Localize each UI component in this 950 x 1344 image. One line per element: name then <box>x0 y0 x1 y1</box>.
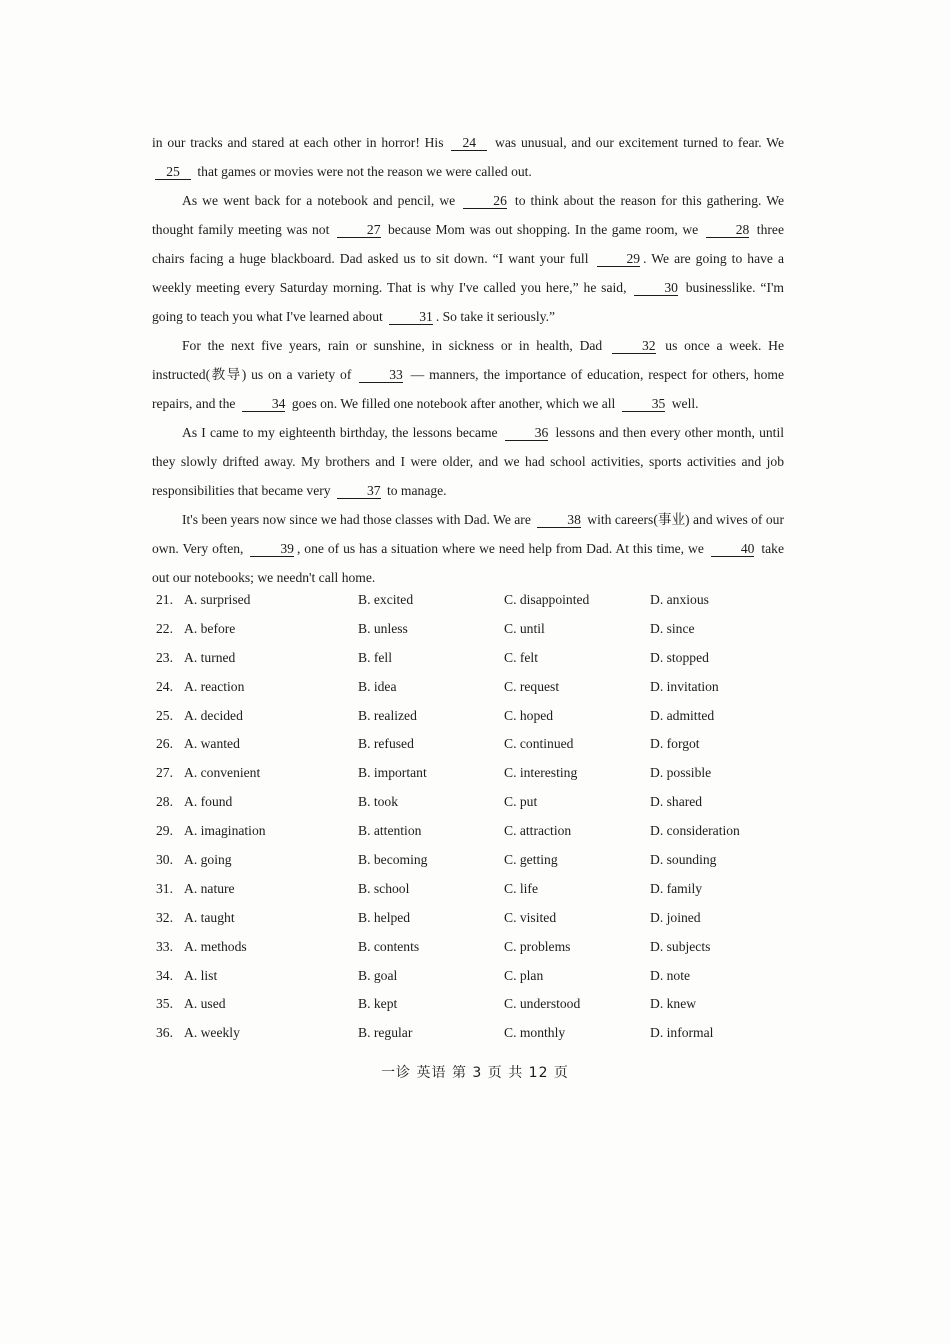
option-b: B. unless <box>358 620 408 636</box>
option-c: C. hoped <box>504 707 554 723</box>
question-number: 26. <box>156 736 173 752</box>
passage-paragraph-4 <box>152 418 784 505</box>
blank-36: 36 <box>505 425 549 441</box>
blank-26: 26 <box>463 193 507 209</box>
question-number: 29. <box>156 823 173 839</box>
passage-text: lessons and then every other month, until they slowly drifted away. My brothers and I were older, and we had school activities, sports activities and job responsibilities that became very <box>152 425 784 498</box>
passage-text: take out our notebooks; we needn't call home. <box>152 541 784 585</box>
blank-33: 33 <box>359 367 403 383</box>
answer-options-list <box>156 592 796 1054</box>
option-a: A. nature <box>184 880 235 896</box>
passage-text: . So take it seriously.” <box>435 309 556 324</box>
question-row <box>156 592 796 621</box>
question-number: 33. <box>156 938 173 954</box>
option-c: C. life <box>504 880 538 896</box>
blank-28: 28 <box>706 222 750 238</box>
passage-text: , one of us has a situation where we need help from Dad. At this time, we <box>296 541 708 556</box>
passage-text: — manners, the importance of education, respect for others, home repairs, and the <box>152 367 784 411</box>
option-d: D. knew <box>650 996 697 1012</box>
question-number: 28. <box>156 794 173 810</box>
option-b: B. contents <box>358 938 420 954</box>
question-number: 25. <box>156 707 173 723</box>
option-d: D. family <box>650 880 703 896</box>
option-a: A. taught <box>184 909 235 925</box>
blank-30: 30 <box>634 280 678 296</box>
option-c: C. until <box>504 620 545 636</box>
question-row <box>156 852 796 881</box>
question-number: 22. <box>156 620 173 636</box>
option-d: D. sounding <box>650 852 717 868</box>
option-b: B. helped <box>358 909 411 925</box>
question-row <box>156 1025 796 1054</box>
option-c: C. put <box>504 794 538 810</box>
cloze-passage <box>152 128 784 592</box>
option-a: A. convenient <box>184 765 261 781</box>
passage-text: to think about the reason for this gathering. We thought family meeting was not <box>152 193 784 237</box>
option-c: C. request <box>504 678 560 694</box>
option-c: C. getting <box>504 852 558 868</box>
option-b: B. realized <box>358 707 417 723</box>
option-c: C. problems <box>504 938 571 954</box>
option-b: B. kept <box>358 996 398 1012</box>
blank-27: 27 <box>337 222 381 238</box>
blank-40: 40 <box>711 541 755 557</box>
option-d: D. since <box>650 620 695 636</box>
question-row <box>156 910 796 939</box>
passage-text: with careers(事业) and wives of our own. Very often, <box>152 512 784 556</box>
passage-text: that games or movies were not the reason we were called out. <box>194 164 532 179</box>
question-row <box>156 939 796 968</box>
option-b: B. regular <box>358 1025 413 1041</box>
option-c: C. monthly <box>504 1025 566 1041</box>
passage-text: As we went back for a notebook and pencil, we <box>182 193 461 208</box>
option-a: A. going <box>184 852 232 868</box>
question-number: 35. <box>156 996 173 1012</box>
passage-paragraph-5 <box>152 505 784 592</box>
option-c: C. felt <box>504 649 538 665</box>
option-a: A. reaction <box>184 678 245 694</box>
passage-paragraph-3 <box>152 331 784 418</box>
option-c: C. visited <box>504 909 557 925</box>
question-number: 24. <box>156 678 173 694</box>
option-b: B. refused <box>358 736 414 752</box>
blank-38: 38 <box>537 512 581 528</box>
passage-text: was unusual, and our excitement turned to fear. We <box>490 135 784 150</box>
question-row <box>156 881 796 910</box>
question-row <box>156 650 796 679</box>
option-b: B. goal <box>358 967 398 983</box>
passage-text: . We are going to have a weekly meeting every Saturday morning. That is why I've called you here,” he said, <box>152 251 784 295</box>
passage-text: It's been years now since we had those classes with Dad. We are <box>182 512 535 527</box>
option-d: D. joined <box>650 909 701 925</box>
option-c: C. interesting <box>504 765 578 781</box>
question-number: 36. <box>156 1025 173 1041</box>
option-b: B. took <box>358 794 399 810</box>
blank-31: 31 <box>389 309 433 325</box>
question-number: 30. <box>156 852 173 868</box>
option-a: A. before <box>184 620 236 636</box>
option-a: A. list <box>184 967 218 983</box>
option-a: A. decided <box>184 707 243 723</box>
question-row <box>156 679 796 708</box>
option-d: D. admitted <box>650 707 715 723</box>
option-d: D. possible <box>650 765 712 781</box>
option-b: B. idea <box>358 678 397 694</box>
passage-text: to manage. <box>383 483 447 498</box>
option-d: D. forgot <box>650 736 700 752</box>
question-row <box>156 765 796 794</box>
option-d: D. invitation <box>650 678 719 694</box>
blank-32: 32 <box>612 338 656 354</box>
passage-paragraph-2 <box>152 186 784 331</box>
option-d: D. anxious <box>650 592 709 607</box>
page-footer: 一诊 英语 第 3 页 共 12 页 <box>381 1065 569 1081</box>
option-d: D. stopped <box>650 649 709 665</box>
passage-paragraph-1 <box>152 128 784 186</box>
blank-35: 35 <box>622 396 666 412</box>
option-c: C. continued <box>504 736 574 752</box>
passage-text: in our tracks and stared at each other in horror! His <box>152 135 449 150</box>
passage-text: three chairs facing a huge blackboard. Dad asked us to sit down. “I want your full <box>152 222 784 266</box>
question-number: 27. <box>156 765 173 781</box>
option-a: A. found <box>184 794 233 810</box>
blank-24: 24 <box>451 135 487 151</box>
option-a: A. weekly <box>184 1025 240 1041</box>
question-row <box>156 823 796 852</box>
option-a: A. turned <box>184 649 236 665</box>
question-number: 31. <box>156 880 173 896</box>
blank-37: 37 <box>337 483 381 499</box>
question-row <box>156 621 796 650</box>
blank-25: 25 <box>155 164 191 180</box>
option-d: D. consideration <box>650 823 740 839</box>
option-d: D. note <box>650 967 691 983</box>
option-a: A. methods <box>184 938 247 954</box>
option-b: B. becoming <box>358 852 428 868</box>
option-a: A. surprised <box>184 592 251 607</box>
question-row <box>156 996 796 1025</box>
question-row <box>156 736 796 765</box>
passage-text: because Mom was out shopping. In the game room, we <box>383 222 703 237</box>
option-b: B. fell <box>358 649 392 665</box>
option-a: A. imagination <box>184 823 266 839</box>
option-a: A. wanted <box>184 736 240 752</box>
blank-34: 34 <box>242 396 286 412</box>
question-row <box>156 968 796 997</box>
option-b: B. attention <box>358 823 422 839</box>
passage-text: well. <box>668 396 699 411</box>
option-c: C. disappointed <box>504 592 590 607</box>
passage-text: For the next five years, rain or sunshine, in sickness or in health, Dad <box>182 338 609 353</box>
blank-29: 29 <box>597 251 641 267</box>
option-b: B. excited <box>358 592 414 607</box>
option-d: D. subjects <box>650 938 711 954</box>
option-d: D. shared <box>650 794 703 810</box>
question-number: 23. <box>156 649 173 665</box>
question-number: 32. <box>156 909 173 925</box>
question-number: 34. <box>156 967 173 983</box>
option-c: C. understood <box>504 996 581 1012</box>
option-c: C. attraction <box>504 823 572 839</box>
passage-text: goes on. We filled one notebook after another, which we all <box>288 396 619 411</box>
question-row <box>156 794 796 823</box>
option-b: B. school <box>358 880 410 896</box>
option-b: B. important <box>358 765 427 781</box>
question-row <box>156 708 796 737</box>
passage-text: businesslike. “I'm going to teach you what I've learned about <box>152 280 784 324</box>
option-a: A. used <box>184 996 226 1012</box>
blank-39: 39 <box>250 541 294 557</box>
passage-text: us once a week. He instructed(教导) us on a variety of <box>152 338 784 382</box>
question-number: 21. <box>156 592 173 607</box>
option-d: D. informal <box>650 1025 714 1041</box>
option-c: C. plan <box>504 967 544 983</box>
passage-text: As I came to my eighteenth birthday, the lessons became <box>182 425 502 440</box>
